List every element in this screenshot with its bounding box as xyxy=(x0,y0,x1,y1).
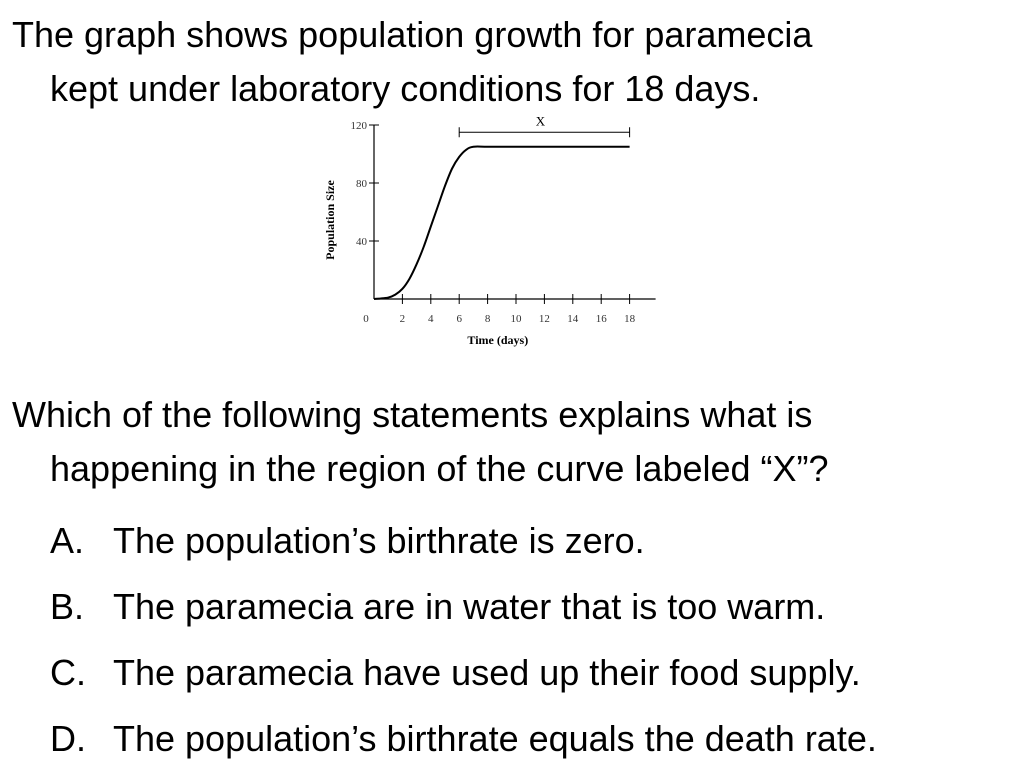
intro-line-1: The graph shows population growth for paramecia xyxy=(12,14,813,55)
x-axis-title: Time (days) xyxy=(467,333,529,347)
population-growth-chart xyxy=(312,112,662,357)
option-a-letter: A. xyxy=(50,520,85,561)
option-c-text: The paramecia have used up their food supply. xyxy=(113,652,861,693)
intro-line-2: kept under laboratory conditions for 18 days. xyxy=(50,68,761,109)
option-c[interactable] xyxy=(0,640,1024,706)
x-tick-label: 12 xyxy=(538,313,550,325)
y-tick-label: 120 xyxy=(350,120,367,132)
answer-options xyxy=(0,508,1024,772)
question-line-2: happening in the region of the curve labeled “X”? xyxy=(50,448,829,489)
x-tick-label: 16 xyxy=(595,313,607,325)
chart-svg xyxy=(312,112,662,357)
x-tick-label: 4 xyxy=(428,313,434,325)
y-tick-label: 80 xyxy=(356,178,367,190)
x-tick-label: 2 xyxy=(399,313,406,325)
population-curve xyxy=(374,147,630,299)
question-line-1: Which of the following statements explains what is xyxy=(12,394,813,435)
option-b-text: The paramecia are in water that is too warm. xyxy=(113,586,826,627)
option-a-text: The population’s birthrate is zero. xyxy=(113,520,645,561)
region-x-label: X xyxy=(535,113,546,129)
option-b[interactable] xyxy=(0,574,1024,640)
question-paragraph xyxy=(12,388,1012,496)
x-tick-label: 10 xyxy=(510,313,522,325)
y-tick-label: 40 xyxy=(356,236,367,248)
x-tick-label: 18 xyxy=(624,313,636,325)
option-b-letter: B. xyxy=(50,586,85,627)
option-d-text: The population’s birthrate equals the death rate. xyxy=(113,718,877,759)
x-tick-label: 8 xyxy=(484,313,491,325)
x-tick-label: 0 xyxy=(363,313,369,325)
x-tick-label: 6 xyxy=(456,313,462,325)
intro-paragraph xyxy=(12,8,1012,116)
y-axis-title: Population Size xyxy=(323,180,337,260)
option-d[interactable] xyxy=(0,706,1024,772)
option-d-letter: D. xyxy=(50,718,86,759)
option-c-letter: C. xyxy=(50,652,86,693)
x-tick-label: 14 xyxy=(567,313,579,325)
option-a[interactable] xyxy=(0,508,1024,574)
